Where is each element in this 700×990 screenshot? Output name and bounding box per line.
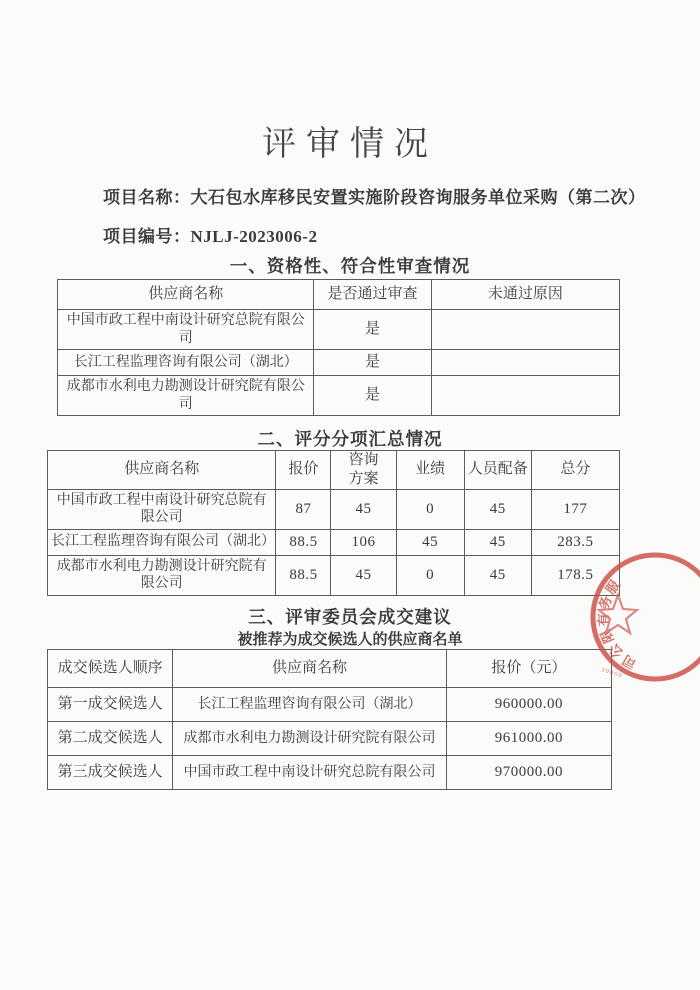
total-score: 177 <box>531 489 619 529</box>
staffing-score: 45 <box>464 489 531 529</box>
table-row <box>58 310 620 350</box>
table-header-row <box>48 650 612 688</box>
candidate-rank: 第三成交候选人 <box>48 756 173 790</box>
col-supplier-name: 供应商名称 <box>173 650 446 688</box>
project-name-label: 项目名称： <box>103 188 191 207</box>
score-summary-table <box>47 450 620 596</box>
plan-score: 45 <box>331 489 396 529</box>
passed-value: 是 <box>314 376 431 416</box>
seal-char: 公 <box>606 640 627 661</box>
seal-char: 司 <box>619 651 639 672</box>
price-score: 88.5 <box>276 555 331 595</box>
seal-char: 服 <box>602 577 623 598</box>
section2-heading: 二、评分分项汇总情况 <box>257 429 443 449</box>
col-performance-score: 业绩 <box>396 451 464 490</box>
col-fail-reason: 未通过原因 <box>431 280 619 310</box>
supplier-name: 中国市政工程中南设计研究总院有限公司 <box>173 756 446 790</box>
col-total-score: 总分 <box>531 451 619 490</box>
staffing-score: 45 <box>464 529 531 555</box>
bid-price: 961000.00 <box>446 722 611 756</box>
col-bid-price: 报价（元） <box>446 650 611 688</box>
recommended-candidates-table <box>47 649 612 790</box>
supplier-name: 成都市水利电力勘测设计研究院有限公司 <box>173 722 446 756</box>
supplier-name: 成都市水利电力勘测设计研究院有限公司 <box>58 376 314 416</box>
project-number-line <box>103 222 317 247</box>
table-row <box>48 555 620 595</box>
total-score: 283.5 <box>531 529 619 555</box>
table-header-row <box>58 280 620 310</box>
supplier-name: 长江工程监理咨询有限公司（湖北） <box>58 350 314 376</box>
seal-code-digits: 30060 <box>600 667 624 680</box>
project-name-line <box>103 183 646 208</box>
col-staffing-score: 人员配备 <box>464 451 531 490</box>
col-supplier-name: 供应商名称 <box>58 280 314 310</box>
project-number-label: 项目编号： <box>103 227 191 246</box>
fail-reason-value <box>431 310 619 350</box>
price-score: 87 <box>276 489 331 529</box>
col-passed-review: 是否通过审查 <box>314 280 431 310</box>
col-price-score: 报价 <box>276 451 331 490</box>
candidate-rank: 第二成交候选人 <box>48 722 173 756</box>
bid-price: 970000.00 <box>446 756 611 790</box>
page-title: 评审情况 <box>262 126 438 163</box>
supplier-name: 中国市政工程中南设计研究总院有限公司 <box>48 489 276 529</box>
seal-char: 有 <box>595 612 612 627</box>
total-score: 178.5 <box>531 555 619 595</box>
section3-heading: 三、评审委员会成交建议 <box>248 607 452 627</box>
supplier-name: 中国市政工程中南设计研究总院有限公司 <box>58 310 314 350</box>
table-row <box>48 722 612 756</box>
bid-price: 960000.00 <box>446 688 611 722</box>
table-row <box>48 688 612 722</box>
table-row <box>48 529 620 555</box>
price-score: 88.5 <box>276 529 331 555</box>
seal-char: 务 <box>596 594 615 612</box>
table-row <box>58 376 620 416</box>
col-candidate-rank: 成交候选人顺序 <box>48 650 173 688</box>
table-row <box>58 350 620 376</box>
passed-value: 是 <box>314 350 431 376</box>
performance-score: 0 <box>396 555 464 595</box>
fail-reason-value <box>431 376 619 416</box>
fail-reason-value <box>431 350 619 376</box>
candidate-rank: 第一成交候选人 <box>48 688 173 722</box>
performance-score: 45 <box>396 529 464 555</box>
col-plan-score: 咨询方案 <box>331 451 396 490</box>
supplier-name: 成都市水利电力勘测设计研究院有限公司 <box>48 555 276 595</box>
passed-value: 是 <box>314 310 431 350</box>
qualification-review-table <box>57 279 620 416</box>
plan-score: 106 <box>331 529 396 555</box>
project-number-value: NJLJ-2023006-2 <box>190 227 318 246</box>
project-name-value: 大石包水库移民安置实施阶段咨询服务单位采购（第二次） <box>190 188 646 207</box>
section1-heading: 一、资格性、符合性审查情况 <box>229 256 471 276</box>
table-header-row <box>48 451 620 490</box>
table-row <box>48 489 620 529</box>
col-supplier-name: 供应商名称 <box>48 451 276 490</box>
plan-score: 45 <box>331 555 396 595</box>
table-row <box>48 756 612 790</box>
supplier-name: 长江工程监理咨询有限公司（湖北） <box>48 529 276 555</box>
section3-subheading: 被推荐为成交候选人的供应商名单 <box>237 632 463 648</box>
seal-char: 限 <box>597 627 617 646</box>
performance-score: 0 <box>396 489 464 529</box>
supplier-name: 长江工程监理咨询有限公司（湖北） <box>173 688 446 722</box>
staffing-score: 45 <box>464 555 531 595</box>
